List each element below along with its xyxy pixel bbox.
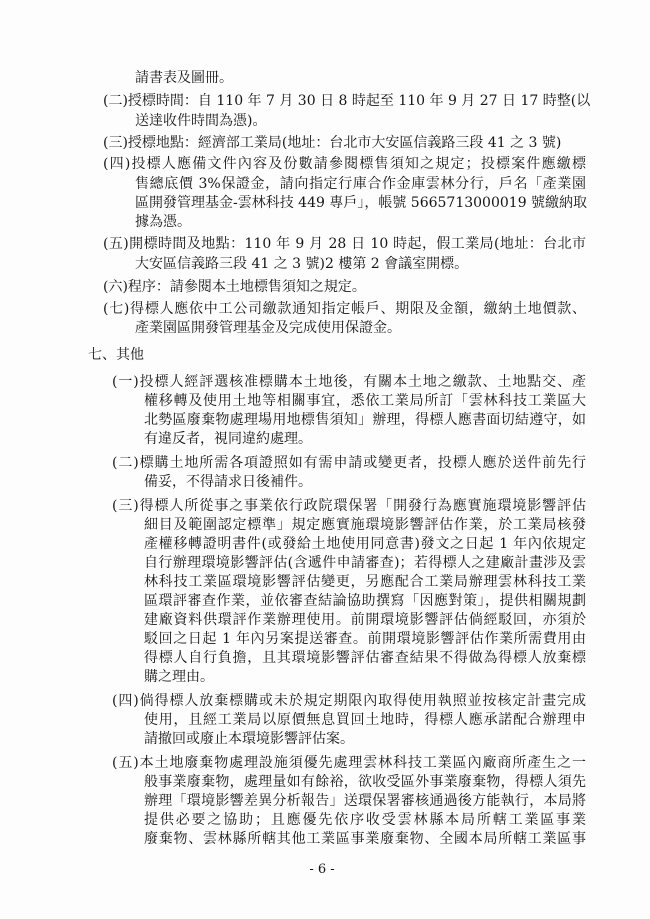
- item-text-line: 產業園區開發管理基金及完成使用保證金。: [135, 320, 401, 336]
- item-text-line: 請撤回或廢止本環境影響評估案。: [144, 731, 354, 747]
- item-text-line: (五)本土地廢棄物處理設施須優先處理雲林科技工業區內廠商所產生之一: [112, 755, 586, 771]
- item-text-line: (二)授標時間：自 110 年 7 月 30 日 8 時起至 110 年 9 月 27 日 17 時整(以: [103, 93, 591, 109]
- item-text-line: 建廠資料供環評作業辦理使用。前開環境影響評估倘經駁回，亦須於: [144, 612, 586, 628]
- item-text-line: (六)程序：請參閱本土地標售須知之規定。: [103, 279, 366, 295]
- item-text-line: 駁回之日起 1 年內另案提送審查。前開環境影響評估作業所需費用由: [144, 631, 586, 647]
- item-text-line: 使用，且經工業局以原價無息買回土地時，得標人應承諾配合辦理申: [144, 712, 586, 728]
- continued-text-line: 請書表及圖冊。: [135, 70, 233, 86]
- item-text-line: 產權移轉證明書件(或發給土地使用同意書)發文之日起 1 年內依規定: [144, 536, 586, 552]
- item-text-line: 購之理由。: [144, 669, 214, 685]
- item-text-line: 林科技工業區環境影響評估變更，另應配合工業局辦理雲林科技工業: [144, 574, 586, 590]
- item-text-line: 區環評審查作業，並依審查結論協助撰寫「因應對策」，提供相關規劃: [144, 593, 586, 609]
- item-text-line: (二)標購土地所需各項證照如有需申請或變更者，投標人應於送件前先行: [112, 455, 586, 471]
- item-text-line: 辦理「環境影響差異分析報告」送環保署審核通過後方能執行，本局將: [144, 793, 586, 809]
- item-text-line: 權移轉及使用土地等相關事宜，悉依工業局所訂「雲林科技工業區大: [144, 393, 586, 409]
- item-text-line: (一)投標人經評選核准標購本土地後，有關本土地之繳款、土地點交、產: [112, 374, 586, 390]
- item-text-line: 自行辦理環境影響評估(含遞件申請審查)；若得標人之建廠計畫涉及雲: [144, 555, 586, 571]
- item-text-line: 大安區信義路三段 41 之 3 號)2 樓第 2 會議室開標。: [135, 256, 469, 272]
- item-text-line: 備妥，不得請求日後補件。: [144, 474, 312, 490]
- item-text-line: 細目及範圍認定標準」規定應實施環境影響評估作業，於工業局核發: [144, 517, 586, 533]
- item-text-line: 據為憑。: [135, 214, 191, 230]
- section-heading: 七、其他: [88, 347, 144, 363]
- item-text-line: 有違反者，視同違約處理。: [144, 431, 312, 447]
- item-text-line: 廢棄物、雲林縣所轄其他工業區事業廢棄物、全國本局所轄工業區事: [144, 831, 586, 847]
- item-text-line: 般事業廢棄物，處理量如有餘裕，欲收受區外事業廢棄物，得標人須先: [144, 774, 586, 790]
- item-text-line: 區開發管理基金-雲林科技 449 專戶」，帳號 5665713000019 號繳納取: [135, 195, 588, 211]
- item-text-line: (三)授標地點：經濟部工業局(地址：台北市大安區信義路三段 41 之 3 號): [103, 135, 562, 151]
- item-text-line: 北勢區廢棄物處理場用地標售須知」辦理，得標人應書面切結遵守，如: [144, 412, 586, 428]
- item-text-line: 得標人自行負擔，且其環境影響評估審查結果不得做為得標人放棄標: [144, 650, 586, 666]
- item-text-line: (三)得標人所從事之事業依行政院環保署「開發行為應實施環境影響評估: [112, 498, 586, 514]
- page-number: - 6 -: [309, 862, 335, 877]
- item-text-line: (四)倘得標人放棄標購或未於規定期限內取得使用執照並按核定計畫完成: [112, 693, 586, 709]
- item-text-line: 送達收件時間為憑)。: [135, 113, 267, 129]
- item-text-line: (七)得標人應依中工公司繳款通知指定帳戶、期限及金額，繳納土地價款、: [103, 301, 586, 317]
- item-text-line: (五)開標時間及地點：110 年 9 月 28 日 10 時起，假工業局(地址：台北市: [103, 236, 586, 252]
- item-text-line: 售總底價 3%保證金，請向指定行庫合作金庫雲林分行，戶名「產業園: [135, 176, 586, 192]
- item-text-line: (四)投標人應備文件內容及份數請參閱標售須知之規定；投標案件應繳標: [103, 156, 586, 172]
- item-text-line: 提供必要之協助；且應優先依序收受雲林縣本局所轄工業區事業: [144, 812, 586, 828]
